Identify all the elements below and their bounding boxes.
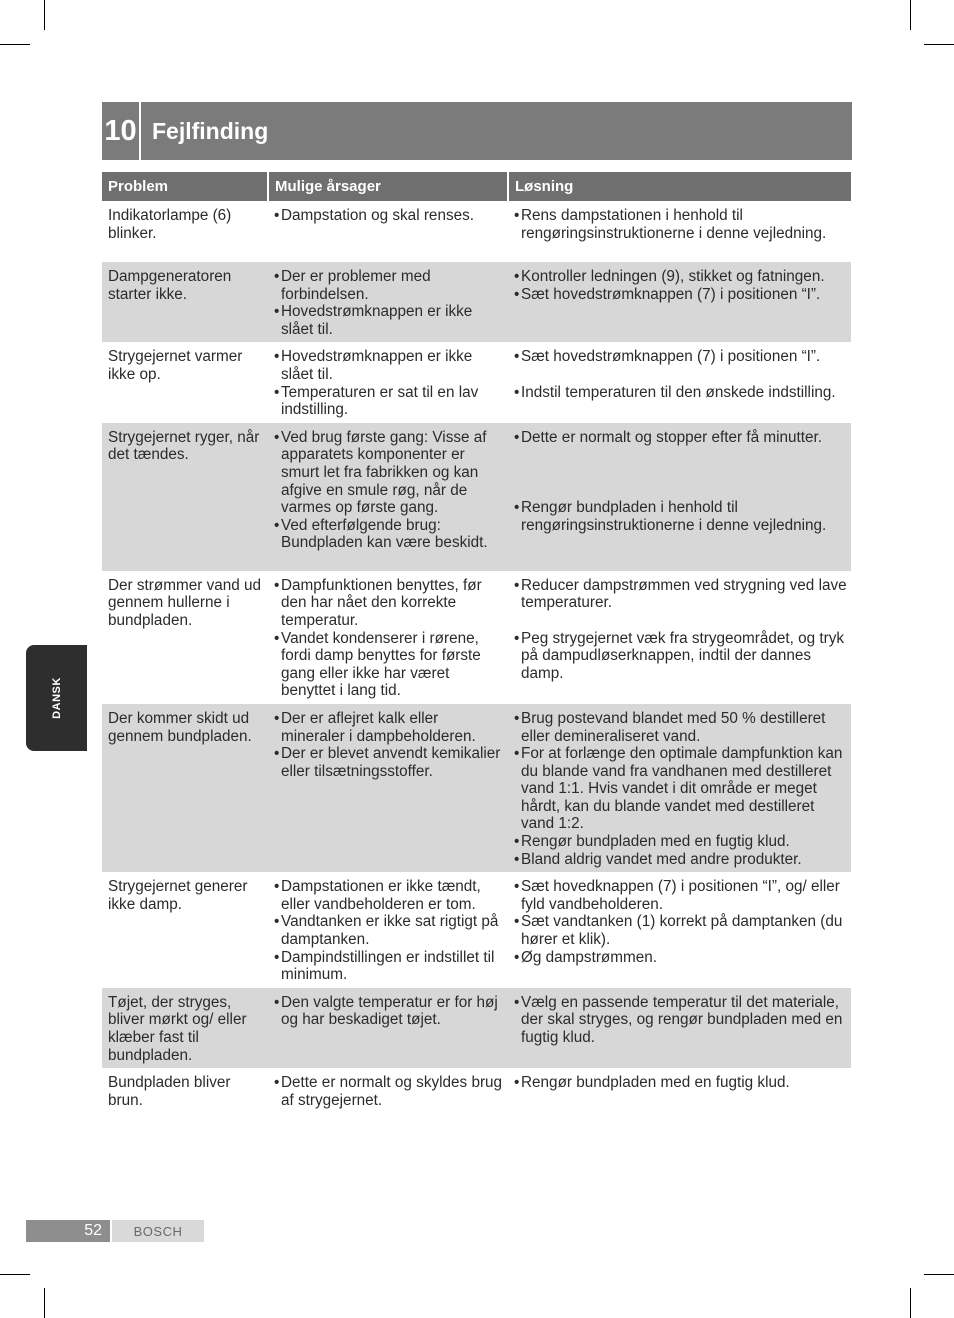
solution-item: • Sæt hovedknappen (7) i positionen “I”, og/ eller fyld vandbeholderen. — [514, 878, 847, 913]
crop-mark — [44, 0, 45, 30]
crop-mark — [924, 1274, 954, 1275]
column-header-causes: Mulige årsager — [268, 172, 508, 201]
table-row — [102, 262, 851, 342]
problem-cell: Dampgeneratoren starter ikke. — [102, 262, 268, 342]
cause-item: • Den valgte temperatur er for høj og har beskadiget tøjet. — [274, 994, 504, 1029]
brand-label: BOSCH — [112, 1220, 204, 1242]
cause-item: • Dampfunktionen benyttes, før den har nået den korrekte temperatur. — [274, 577, 504, 630]
table-row — [102, 704, 851, 872]
solution-item: • Rengør bundpladen i henhold til rengøringsinstruktionerne i denne vejledning. — [514, 499, 847, 534]
causes-cell — [268, 423, 508, 571]
table-row — [102, 571, 851, 704]
solution-item: • Øg dampstrømmen. — [514, 949, 847, 967]
cause-item: • Hovedstrømknappen er ikke slået til. — [274, 303, 504, 338]
solution-item: • Rengør bundpladen med en fugtig klud. — [514, 1074, 847, 1092]
solution-cell — [508, 571, 851, 704]
cause-item: • Ved brug første gang: Visse af apparatets komponenter er smurt let fra fabrikken og kan afgive en smule røg, når de varmes op første gang. — [274, 429, 504, 517]
cause-item: • Dette er normalt og skyldes brug af strygejernet. — [274, 1074, 504, 1109]
table-row — [102, 1068, 851, 1113]
table-header-row — [102, 172, 851, 201]
causes-cell — [268, 342, 508, 422]
problem-cell: Bundpladen bliver brun. — [108, 1074, 231, 1109]
solution-item: • Peg strygejernet væk fra strygeområdet, og tryk på dampudløserknappen, indtil der dannes damp. — [514, 630, 847, 683]
table-row — [102, 872, 851, 988]
solution-item: • For at forlænge den optimale dampfunktion kan du blande vand fra vandhanen med destilleret vand 1:1. Hvis vandet i dit område er meget hårdt, kan du blande vandet med destilleret vand 1:2. — [514, 745, 847, 833]
solution-cell — [508, 872, 851, 988]
cause-item: • Hovedstrømknappen er ikke slået til. — [274, 348, 504, 383]
cause-item: • Dampindstillingen er indstillet til minimum. — [274, 949, 504, 984]
problem-cell: Indikatorlampe (6) blinker. — [108, 207, 232, 242]
solution-item: • Vælg en passende temperatur til det materiale, der skal stryges, og rengør bundpladen med en fugtig klud. — [514, 994, 847, 1047]
table-row — [102, 342, 851, 422]
page-number: 52 — [26, 1220, 110, 1242]
problem-cell: Strygejernet varmer ikke op. — [108, 348, 243, 383]
causes-cell — [268, 1068, 508, 1113]
solution-cell — [508, 1068, 851, 1113]
cause-item: • Der er aflejret kalk eller mineraler i dampbeholderen. — [274, 710, 504, 745]
table-row — [102, 201, 851, 262]
causes-cell — [268, 704, 508, 872]
solution-item: • Bland aldrig vandet med andre produkter. — [514, 851, 847, 869]
solution-item: • Sæt vandtanken (1) korrekt på damptanken (du hører et klik). — [514, 913, 847, 948]
cause-item: • Vandtanken er ikke sat rigtigt på damptanken. — [274, 913, 504, 948]
crop-mark — [44, 1288, 45, 1318]
solution-item: • Rengør bundpladen med en fugtig klud. — [514, 833, 847, 851]
solution-item: • Reducer dampstrømmen ved strygning ved lave temperaturer. — [514, 577, 847, 612]
cause-item: • Temperaturen er sat til en lav indstilling. — [274, 384, 504, 419]
solution-cell — [508, 201, 851, 262]
causes-cell — [268, 988, 508, 1068]
cause-item: • Der er problemer med forbindelsen. — [274, 268, 504, 303]
crop-mark — [0, 1274, 30, 1275]
solution-cell — [508, 704, 851, 872]
table-row — [102, 988, 851, 1068]
problem-cell: Strygejernet generer ikke damp. — [108, 878, 248, 913]
cause-item: • Ved efterfølgende brug: Bundpladen kan være beskidt. — [274, 517, 504, 552]
problem-cell: Tøjet, der stryges, bliver mørkt og/ eller klæber fast til bundpladen. — [102, 988, 268, 1068]
causes-cell — [268, 571, 508, 704]
language-tab-label: DANSK — [50, 677, 63, 719]
cause-item: • Dampstationen er ikke tændt, eller vandbeholderen er tom. — [274, 878, 504, 913]
solution-item: • Indstil temperaturen til den ønskede indstilling. — [514, 384, 847, 402]
solution-item: • Dette er normalt og stopper efter få minutter. — [514, 429, 847, 447]
solution-item: • Sæt hovedstrømknappen (7) i positionen “I”. — [514, 286, 847, 304]
solution-item: • Brug postevand blandet med 50 % destilleret eller demineraliseret vand. — [514, 710, 847, 745]
section-header — [102, 102, 852, 160]
causes-cell — [268, 872, 508, 988]
column-header-solution: Løsning — [508, 172, 851, 201]
solution-item: • Kontroller ledningen (9), stikket og fatningen. — [514, 268, 847, 286]
causes-cell — [268, 262, 508, 342]
language-tab — [26, 645, 87, 751]
solution-cell — [508, 988, 851, 1068]
solution-cell — [508, 342, 851, 422]
table-row — [102, 423, 851, 571]
crop-mark — [910, 1288, 911, 1318]
crop-mark — [910, 0, 911, 30]
cause-item: • Der er blevet anvendt kemikalier eller tilsætningsstoffer. — [274, 745, 504, 780]
section-number: 10 — [102, 102, 141, 160]
crop-mark — [924, 44, 954, 45]
crop-mark — [0, 44, 30, 45]
problem-cell: Der strømmer vand ud gennem hullerne i bundpladen. — [108, 576, 262, 629]
section-title: Fejlfinding — [152, 117, 269, 144]
cause-item: • Dampstation og skal renses. — [274, 207, 504, 225]
problem-cell: Strygejernet ryger, når det tændes. — [102, 423, 268, 571]
cause-item: • Vandet kondenserer i rørene, fordi damp benyttes for første gang eller ikke har været benyttet i lang tid. — [274, 630, 504, 700]
solution-item: • Sæt hovedstrømknappen (7) i positionen “I”. — [514, 348, 847, 366]
causes-cell — [268, 201, 508, 262]
solution-item: • Rens dampstationen i henhold til rengøringsinstruktionerne i denne vejledning. — [514, 207, 847, 242]
column-header-problem: Problem — [102, 172, 268, 201]
solution-cell — [508, 423, 851, 571]
problem-cell: Der kommer skidt ud gennem bundpladen. — [102, 704, 268, 872]
troubleshooting-table — [102, 172, 851, 1113]
solution-cell — [508, 262, 851, 342]
